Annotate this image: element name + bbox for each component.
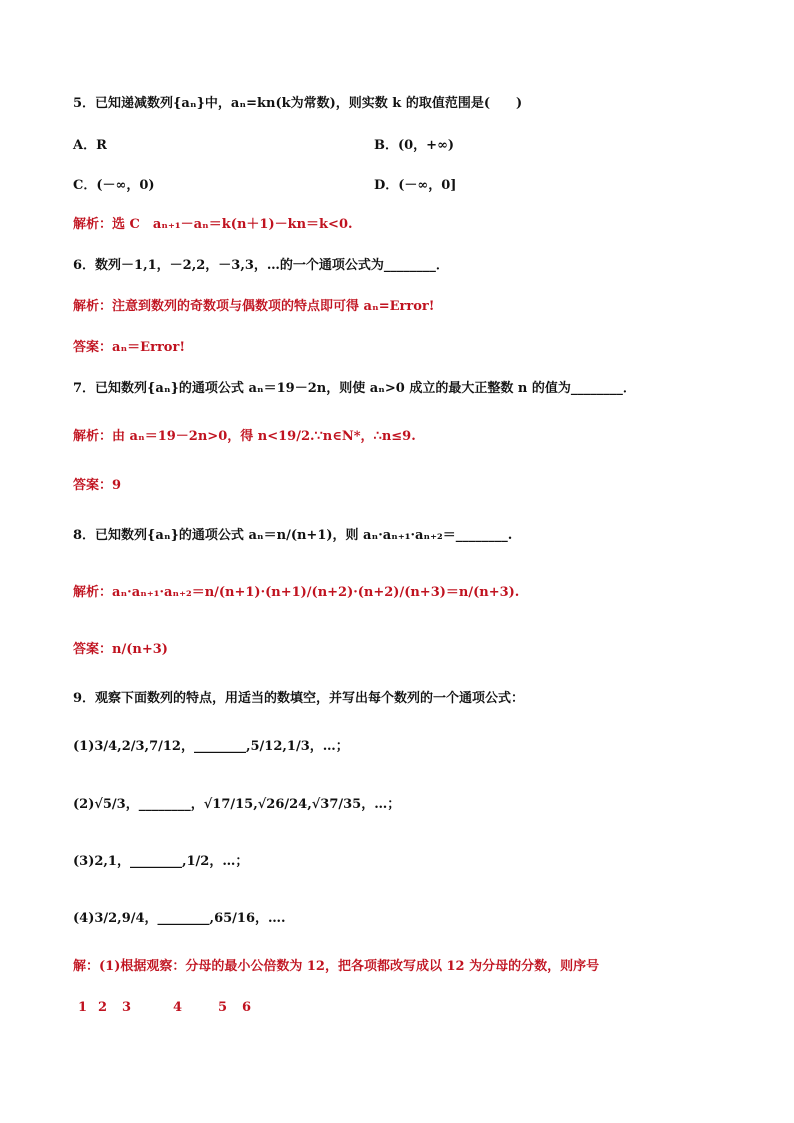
q5-analysis-label: 解析： (73, 217, 113, 232)
q6-stem-text: 6．数列－1,1，－2,2，－3,3，…的一个通项公式为________． (73, 258, 449, 273)
q9-stem-text: 9．观察下面数列的特点，用适当的数填空，并写出每个数列的一个通项公式： (73, 691, 525, 706)
q5-stem (73, 95, 522, 113)
q5-option-d (374, 177, 456, 195)
q9-stem (73, 690, 524, 708)
q9-sequence-row (0, 999, 794, 1017)
q9-item-3-text: (3)2,1，________,1/2，…； (73, 854, 249, 869)
q9-item-2-text: (2)√5/3，________，√17/15,√26/24,√37/35，…； (73, 797, 401, 812)
q6-answer (73, 339, 185, 357)
q5-analysis-text: 选 C aₙ₊₁－aₙ＝k(n＋1)－kn＝k<0. (112, 217, 353, 232)
q5-option-a (73, 137, 107, 155)
q8-stem (73, 527, 512, 545)
q5-option-a-text: A．R (73, 138, 107, 153)
q5-option-b (374, 137, 454, 155)
q7-analysis-label: 解析： (73, 429, 113, 444)
q7-analysis-text: 由 aₙ＝19－2n>0，得 n<19/2.∵n∈N*，∴n≤9. (112, 429, 416, 444)
q5-stem-text: 5．已知递减数列{aₙ}中，aₙ=kn(k为常数)，则实数 k 的取值范围是( ) (73, 96, 523, 111)
sequence-number: 2 (98, 1000, 108, 1015)
q9-solution-label: 解： (73, 959, 100, 974)
q9-solution-text: (1)根据观察：分母的最小公倍数为 12，把各项都改写成以 12 为分母的分数，则序号 (99, 959, 600, 974)
q5-analysis (73, 216, 353, 234)
q9-item-1-text: (1)3/4,2/3,7/12，________,5/12,1/3，…； (73, 739, 349, 754)
q7-answer-label: 答案： (73, 478, 113, 493)
q7-analysis (73, 428, 416, 446)
q9-item-4-text: (4)3/2,9/4，________,65/16，…. (73, 911, 286, 926)
q9-item-3 (73, 853, 248, 871)
q5-option-c (73, 177, 155, 195)
sequence-number: 1 (78, 1000, 88, 1015)
q8-stem-text: 8．已知数列{aₙ}的通项公式 aₙ＝n/(n+1)，则 aₙ·aₙ₊₁·aₙ₊₂＝________. (73, 528, 513, 543)
sequence-number: 6 (242, 1000, 252, 1015)
q6-analysis-text: 注意到数列的奇数项与偶数项的特点即可得 aₙ=Error! (112, 299, 435, 314)
q9-item-1 (73, 738, 349, 756)
q6-analysis-label: 解析： (73, 299, 113, 314)
q6-analysis (73, 298, 434, 316)
q8-analysis-label: 解析： (73, 585, 113, 600)
q8-answer-label: 答案： (73, 642, 113, 657)
q6-stem (73, 257, 449, 275)
q5-option-c-text: C．(－∞，0) (73, 178, 155, 193)
q7-stem-text: 7．已知数列{aₙ}的通项公式 aₙ＝19－2n，则使 aₙ>0 成立的最大正整数 n 的值为________． (73, 381, 636, 396)
q9-solution (73, 958, 599, 976)
q9-item-2 (73, 796, 400, 814)
sequence-number: 4 (173, 1000, 183, 1015)
q5-option-d-text: D．(－∞，0] (374, 178, 457, 193)
q7-stem (73, 380, 636, 398)
q6-answer-label: 答案： (73, 340, 113, 355)
sequence-number: 5 (218, 1000, 228, 1015)
q8-answer-text: n/(n+3) (112, 642, 168, 657)
q8-answer (73, 641, 168, 659)
q5-option-b-text: B．(0，+∞) (374, 138, 455, 153)
sequence-number: 3 (122, 1000, 132, 1015)
q8-analysis (73, 584, 519, 602)
q6-answer-text: aₙ＝Error! (112, 340, 186, 355)
q9-item-4 (73, 910, 286, 928)
q7-answer (73, 477, 121, 495)
q8-analysis-text: aₙ·aₙ₊₁·aₙ₊₂＝n/(n+1)·(n+1)/(n+2)·(n+2)/(n+3)＝n/(n+3). (112, 585, 520, 600)
q7-answer-text: 9 (112, 478, 122, 493)
